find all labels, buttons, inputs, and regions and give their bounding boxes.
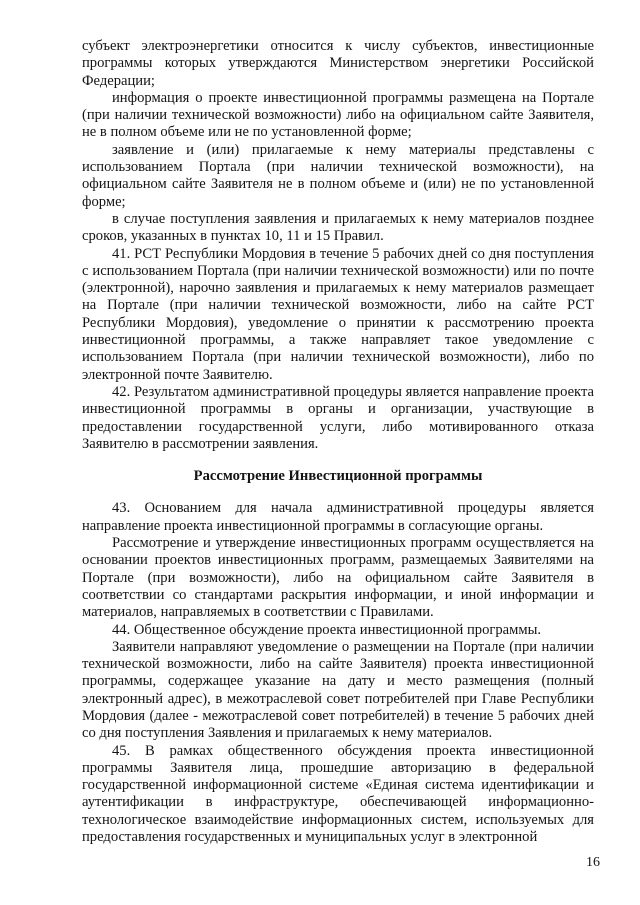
section-heading: Рассмотрение Инвестиционной программы	[193, 468, 483, 485]
paragraph: Рассмотрение и утверждение инвестиционных программ осуществляется на основании проектов инвестиционных программ, размещаемых Заявителями на Портале (при возможности), либо на официальном сайте Заявителя в соответствии со стандартами раскрытия информации, и иной информации и материалов, направляемых в соответствии с Правилами.	[82, 535, 594, 621]
paragraph: Заявители направляют уведомление о размещении на Портале (при наличии технической возможности, либо на сайте Заявителя) проекта инвестиционной программы, содержащее указание на дату и место размещения (полный электронный адрес), в межотраслевой совет потребителей при Главе Республики Мордовия (далее - межотраслевой совет потребителей) в течение 5 рабочих дней со дня поступления Заявления и прилагаемых к нему материалов.	[82, 638, 594, 742]
paragraph-continuation: субъект электроэнергетики относится к числу субъектов, инвестиционные программы которых утверждаются Министерством энергетики Российской Федерации;	[82, 38, 594, 89]
paragraph: информация о проекте инвестиционной программы размещена на Портале (при наличии технической возможности) либо на официальном сайте Заявителя, не в полном объеме или не по установленной форме;	[82, 89, 594, 141]
paragraph-41: 41. РСТ Республики Мордовия в течение 5 рабочих дней со дня поступления с использованием Портала (при наличии технической возможности) или по почте (электронной), нарочно заявления и прилагаемых к нему материалов размещает на Портале (при наличии технической возможности, либо на сайте РСТ Республики Мордовия), уведомление о принятии к рассмотрению проекта инвестиционной программы, а также направляет такое уведомление с использованием Портала (при наличии технической возможности), либо по электронной почте Заявителю.	[82, 245, 594, 383]
paragraph-42: 42. Результатом административной процедуры является направление проекта инвестиционной программы в органы и организации, участвующие в предоставлении государственной услуги, либо мотивированного отказа Заявителю в рассмотрении заявления.	[82, 383, 594, 452]
paragraph: в случае поступления заявления и прилагаемых к нему материалов позднее сроков, указанных в пунктах 10, 11 и 15 Правил.	[82, 210, 594, 245]
page-number: 16	[586, 855, 600, 870]
paragraph: заявление и (или) прилагаемые к нему материалы представлены с использованием Портала (при наличии технической возможности), на официальном сайте Заявителя не в полном объеме и (или) не по установленной форме;	[82, 141, 594, 210]
paragraph-45: 45. В рамках общественного обсуждения проекта инвестиционной программы Заявителя лица, прошедшие авторизацию в федеральной государственной информационной системе «Единая система идентификации и аутентификации в инфраструктуре, обеспечивающей информационно-технологическое взаимодействие информационных систем, используемых для предоставления государственных и муниципальных услуг в электронной	[82, 742, 594, 846]
paragraph-44: 44. Общественное обсуждение проекта инвестиционной программы.	[112, 621, 542, 638]
paragraph-43: 43. Основанием для начала административной процедуры является направление проекта инвестиционной программы в согласующие органы.	[82, 500, 594, 534]
